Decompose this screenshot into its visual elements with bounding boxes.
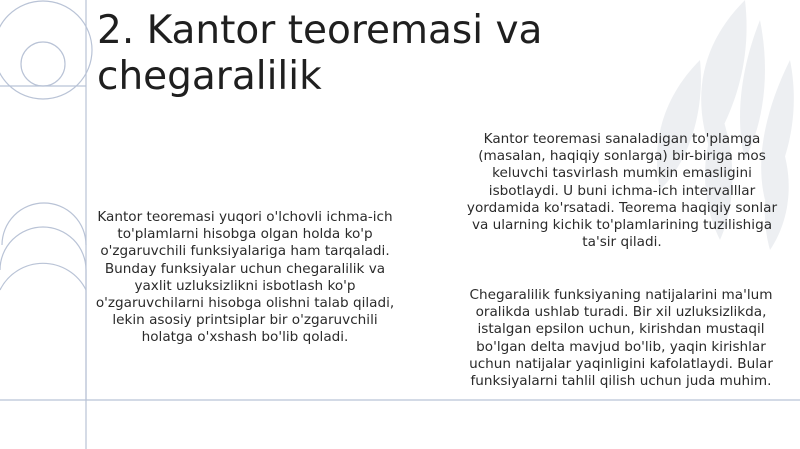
title-line-1: 2. Kantor teoremasi va (97, 8, 543, 53)
circle-ornament (0, 1, 92, 99)
arch-ornament (0, 203, 86, 400)
slide-title (97, 8, 542, 100)
paragraph-right-top: Kantor teoremasi sanaladigan to'plamga (masalan, haqiqiy sonlarga) bir-biriga mos keluvchi tasvirlash mumkin emasligini isbotlaydi. U buni ichma-ich intervalllar yordamida ko'rsatadi. Teorema haqiqiy sonlar va ularning kichik to'plamlarining tuzilishiga ta'sir qiladi. (466, 131, 778, 251)
paragraph-right-bottom: Chegaralilik funksiyaning natijalarini ma'lum oralikda ushlab turadi. Bir xil uzluksizlikda, istalgan epsilon uchun, kirishdan mustaqil bo'lgan delta mavjud bo'lib, yaqin kirishlar uchun natijalar yaqinligini kafolatlaydi. Bular funksiyalarni tahlil qilish uchun juda muhim. (469, 287, 773, 390)
title-line-2: chegaralilik (97, 54, 322, 99)
paragraph-left: Kantor teoremasi yuqori o'lchovli ichma-ich to'plamlarni hisobga olgan holda ko'p o'zgaruvchili funksiyalariga ham tarqaladi. Bunday funksiyalar uchun chegaralilik va yaxlit uzluksizlikni isbotlash ko'p o'zgaruvchilarni hisobga olishni talab qiladi, lekin asosiy printsiplar bir o'zgaruvchili holatga o'xshash bo'lib qoladi. (95, 209, 395, 346)
